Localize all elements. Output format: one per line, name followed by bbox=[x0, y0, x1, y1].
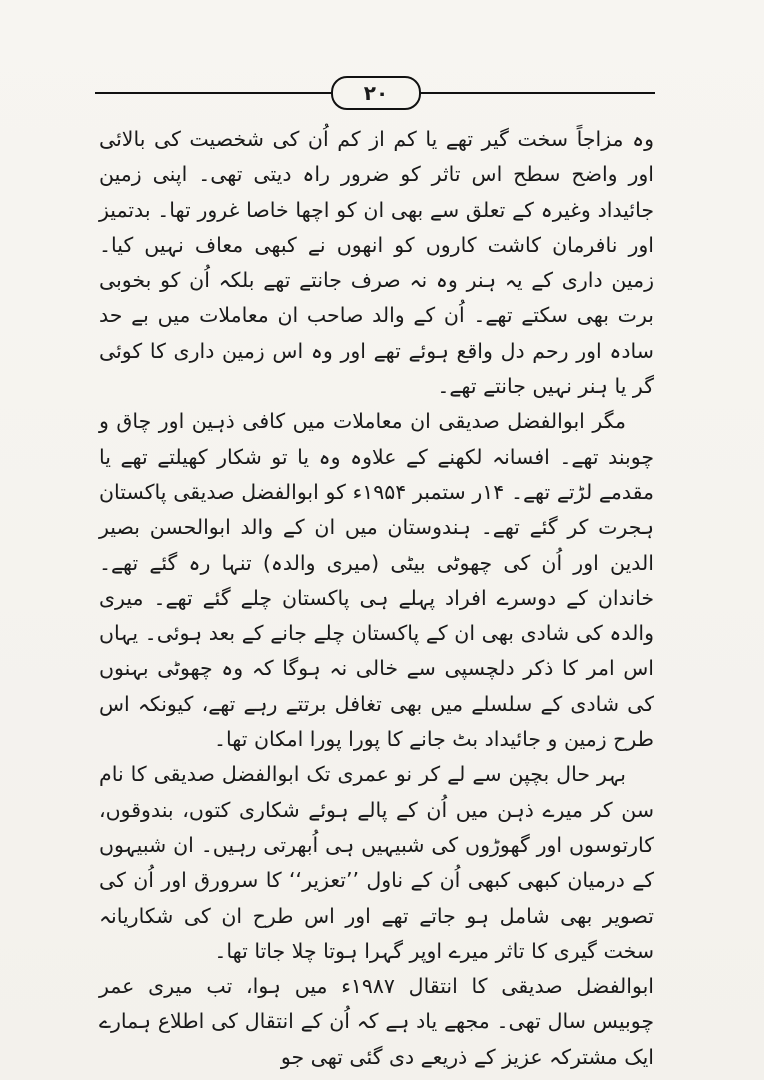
page-body bbox=[99, 122, 654, 1075]
page-header bbox=[95, 76, 655, 110]
page-number: ۲۰ bbox=[331, 76, 421, 110]
paragraph-4: ابوالفضل صدیقی کا انتقال ۱۹۸۷ء میں ہوا، تب میری عمر چوبیس سال تھی۔ مجھے یاد ہے کہ اُن کے انتقال کی اطلاع ہمارے ایک مشترکہ عزیز کے ذریعے دی گئی تھی جو bbox=[99, 974, 654, 1069]
paragraph-2: مگر ابوالفضل صدیقی ان معاملات میں کافی ذہین اور چاق و چوبند تھے۔ افسانہ لکھنے کے علاوہ وہ یا تو شکار کھیلتے تھے یا مقدمے لڑتے تھے۔ ۱۴ر ستمبر ۱۹۵۴ء کو ابوالفضل صدیقی پاکستان ہجرت کر گئے تھے۔ ہندوستان میں ان کے والد ابوالحسن بصیر الدین اور اُن کی چھوٹی بیٹی (میری والدہ) تنہا رہ گئے تھے۔ خاندان کے دوسرے افراد پہلے ہی پاکستان چلے گئے تھے۔ میری والدہ کی شادی بھی ان کے پاکستان چلے جانے کے بعد ہوئی۔ یہاں اس امر کا ذکر دلچسپی سے خالی نہ ہوگا کہ وہ چھوٹی بہنوں کی شادی کے سلسلے میں بھی تغافل برتتے رہے تھے، کیونکہ اس طرح زمین و جائیداد بٹ جانے کا پورا پورا امکان تھا۔ bbox=[99, 409, 654, 752]
paragraph-1: وہ مزاجاً سخت گیر تھے یا کم از کم اُن کی شخصیت کی بالائی اور واضح سطح اس تاثر کو ضرور راہ دیتی تھی۔ اپنی زمین جائیداد وغیرہ کے تعلق سے بھی ان کو اچھا خاصا غرور تھا۔ بدتمیز اور نافرمان کاشت کاروں کو انھوں نے کبھی معاف نہیں کیا۔ زمین داری کے یہ ہنر وہ نہ صرف جانتے تھے بلکہ اُن کو بخوبی برت بھی سکتے تھے۔ اُن کے والد صاحب ان معاملات میں بے حد سادہ اور رحم دل واقع ہوئے تھے اور وہ اس زمین داری کا کوئی گر یا ہنر نہیں جانتے تھے۔ bbox=[99, 127, 654, 399]
paragraph-3: بہر حال بچپن سے لے کر نو عمری تک ابوالفضل صدیقی کا نام سن کر میرے ذہن میں اُن کے پالے ہوئے شکاری کتوں، بندوقوں، کارتوسوں اور گھوڑوں کی شبیہیں ہی اُبھرتی رہیں۔ ان شبیہوں کے درمیان کبھی کبھی اُن کے ناول ’’تعزیر‘‘ کا سرورق اور اُن کی تصویر بھی شامل ہو جاتے تھے اور اس طرح ان کی شکاریانہ سخت گیری کا تاثر میرے اوپر گہرا ہوتا چلا جاتا تھا۔ bbox=[99, 762, 654, 963]
